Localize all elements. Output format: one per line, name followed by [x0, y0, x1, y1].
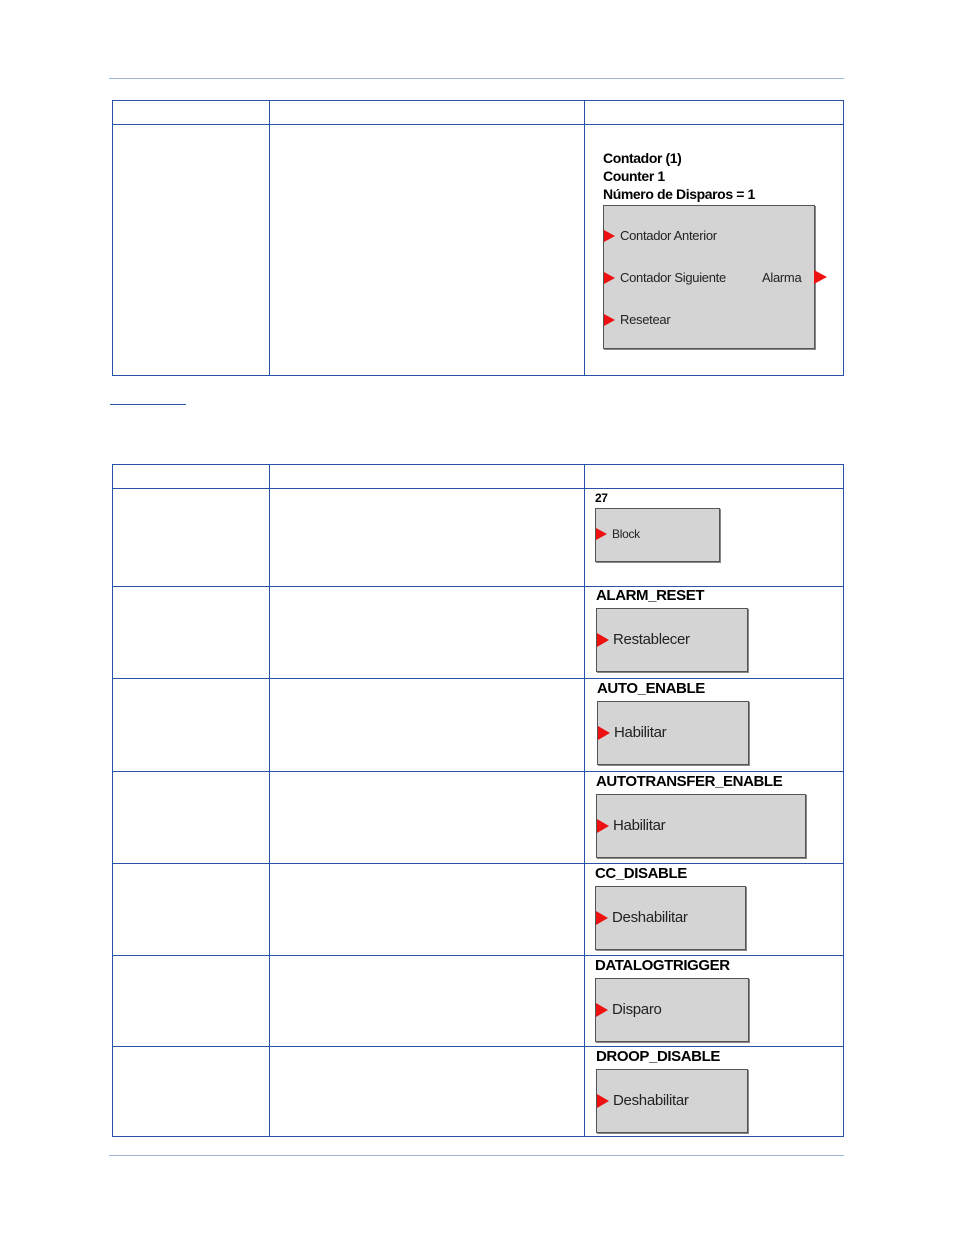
- table-row: [113, 772, 844, 864]
- input-pin[interactable]: [604, 312, 670, 327]
- pin-label: Habilitar: [613, 817, 666, 834]
- input-arrow-icon: [597, 819, 609, 833]
- pin-label: Contador Anterior: [620, 228, 717, 243]
- block-title: AUTOTRANSFER_ENABLE: [596, 773, 783, 790]
- table-cell: [270, 1047, 585, 1137]
- logic-block[interactable]: [596, 773, 841, 863]
- header-cell: [270, 465, 585, 489]
- block-title: ALARM_RESET: [596, 587, 705, 604]
- pin-label: Contador Siguiente: [620, 270, 726, 285]
- table-cell: [113, 489, 270, 587]
- logic-block[interactable]: [596, 1048, 836, 1136]
- table-cell: [113, 125, 270, 376]
- block-cell: [585, 772, 844, 864]
- pin-label: Restablecer: [613, 631, 690, 648]
- input-pin[interactable]: [597, 817, 665, 834]
- table-row: [113, 956, 844, 1047]
- input-pin[interactable]: [604, 270, 726, 285]
- pin-label: Habilitar: [614, 724, 667, 741]
- input-arrow-icon: [598, 726, 610, 740]
- input-pin[interactable]: [598, 724, 666, 741]
- table-cell: [113, 864, 270, 956]
- block-cell: [585, 125, 844, 376]
- block-title-line-3: Número de Disparos = 1: [603, 186, 755, 202]
- block-title: CC_DISABLE: [595, 865, 687, 882]
- block-title-line-2: Counter 1: [603, 168, 665, 184]
- table-row: [113, 864, 844, 956]
- block-title: DROOP_DISABLE: [596, 1048, 720, 1065]
- block-body: [595, 978, 749, 1042]
- block-body: [597, 701, 749, 765]
- table-row: [113, 489, 844, 587]
- block-title: 27: [595, 491, 608, 505]
- pin-label: Disparo: [612, 1001, 662, 1018]
- logic-block[interactable]: [597, 680, 837, 770]
- header-cell: [585, 465, 844, 489]
- block-cell: [585, 864, 844, 956]
- header-cell: [113, 465, 270, 489]
- input-pin[interactable]: [597, 631, 690, 648]
- block-body: [603, 205, 815, 349]
- counter-table: [112, 100, 844, 376]
- table-cell: [113, 772, 270, 864]
- input-arrow-icon: [604, 272, 615, 284]
- output-pin-label: Alarma: [762, 270, 802, 285]
- table-row: [113, 679, 844, 772]
- table-cell: [270, 956, 585, 1047]
- block-cell: [585, 489, 844, 587]
- logic-block[interactable]: [596, 587, 836, 677]
- table-cell: [270, 772, 585, 864]
- table-cell: [113, 679, 270, 772]
- table-cell: [270, 489, 585, 587]
- block-body: [596, 794, 806, 858]
- input-pin[interactable]: [597, 1092, 689, 1109]
- block-cell: [585, 1047, 844, 1137]
- bottom-rule: [109, 1155, 844, 1156]
- block-body: [596, 1069, 748, 1133]
- block-title-line-1: Contador (1): [603, 150, 682, 166]
- block-body: [595, 886, 746, 950]
- input-arrow-icon: [604, 230, 615, 242]
- header-cell: [113, 101, 270, 125]
- logic-block[interactable]: [595, 865, 835, 955]
- block-body: [595, 508, 720, 562]
- table-cell: [270, 679, 585, 772]
- output-arrow-icon[interactable]: [814, 270, 827, 284]
- top-rule: [109, 78, 844, 79]
- header-cell: [270, 101, 585, 125]
- input-arrow-icon: [604, 314, 615, 326]
- table-row: [113, 587, 844, 679]
- counter-logic-block[interactable]: [603, 149, 833, 349]
- input-arrow-icon: [596, 911, 608, 925]
- block-cell: [585, 587, 844, 679]
- block-title: AUTO_ENABLE: [597, 680, 705, 697]
- block-body: [596, 608, 748, 672]
- table-header-row: [113, 465, 844, 489]
- table-header-row: [113, 101, 844, 125]
- table-row: [113, 125, 844, 376]
- table-cell: [270, 125, 585, 376]
- input-pin[interactable]: [604, 228, 717, 243]
- underline-link[interactable]: [110, 404, 186, 405]
- table-cell: [270, 587, 585, 679]
- pin-label: Deshabilitar: [613, 1092, 689, 1109]
- logic-block[interactable]: [595, 957, 835, 1047]
- logic-blocks-table: [112, 464, 844, 1137]
- table-cell: [113, 587, 270, 679]
- block-cell: [585, 679, 844, 772]
- table-cell: [113, 956, 270, 1047]
- input-pin[interactable]: [596, 1001, 662, 1018]
- logic-block[interactable]: [595, 491, 835, 581]
- block-cell: [585, 956, 844, 1047]
- header-cell: [585, 101, 844, 125]
- input-arrow-icon: [596, 1003, 608, 1017]
- table-cell: [270, 864, 585, 956]
- pin-label: Resetear: [620, 312, 671, 327]
- input-arrow-icon: [597, 1094, 609, 1108]
- input-pin[interactable]: [596, 909, 688, 926]
- pin-label: Deshabilitar: [612, 909, 688, 926]
- table-row: [113, 1047, 844, 1137]
- input-arrow-icon: [596, 528, 607, 540]
- table-cell: [113, 1047, 270, 1137]
- block-title: DATALOGTRIGGER: [595, 957, 730, 974]
- pin-label: Block: [612, 527, 640, 541]
- input-pin[interactable]: [596, 527, 640, 541]
- input-arrow-icon: [597, 633, 609, 647]
